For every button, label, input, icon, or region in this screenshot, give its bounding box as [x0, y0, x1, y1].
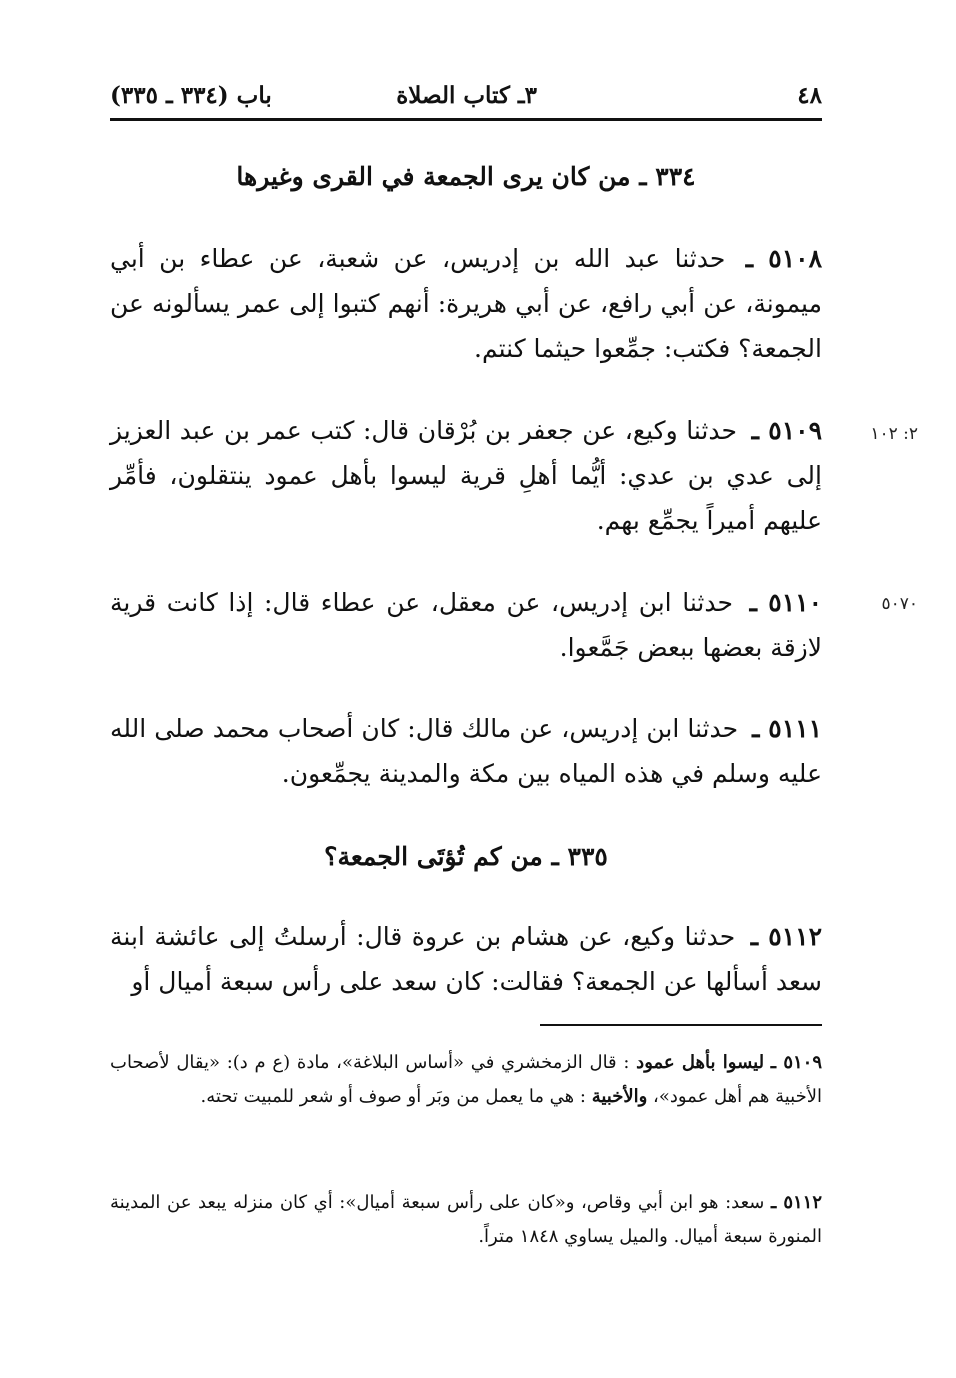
footnote-5109	[110, 1046, 822, 1114]
footnote-text: : هي ما يعمل من وبَر أو صوف أو شعر للمبيت تحته.	[200, 1086, 586, 1107]
hadith-number: ٥١٠٩ ـ	[751, 416, 823, 445]
side-reference: ٥٠٧٠	[881, 594, 918, 614]
hadith-number: ٥١١٢ ـ	[750, 922, 822, 951]
hadith-number: ٥١٠٨ ـ	[745, 244, 822, 273]
hadith-text: حدثنا وكيع، عن هشام بن عروة قال: أرسلتُ إلى عائشة ابنة سعد أسألها عن الجمعة؟ فقالت: كان سعد على رأس سبعة أميال أو	[110, 922, 822, 996]
hadith-number: ٥١١١ ـ	[752, 714, 822, 743]
footnote-number: ٥١٠٩ ـ	[770, 1052, 822, 1073]
chapter-range: باب (٣٣٤ ـ ٣٣٥)	[110, 82, 272, 109]
hadith-5108	[110, 236, 822, 371]
footnote-separator	[540, 1024, 822, 1026]
running-header	[110, 78, 822, 121]
footnote-term: ليسوا بأهل عمود	[636, 1052, 765, 1073]
side-reference: ٢: ١٠٢	[870, 424, 918, 444]
hadith-5112	[110, 914, 822, 1004]
hadith-5111	[110, 706, 822, 796]
footnote-term: والأخبية	[591, 1086, 648, 1107]
hadith-text: حدثنا ابن إدريس، عن مالك قال: كان أصحاب محمد صلى الله عليه وسلم في هذه المياه بين مكة والمدينة يجمِّعون.	[110, 714, 822, 788]
book-title: ٣ـ كتاب الصلاة	[396, 82, 537, 109]
hadith-5109	[110, 408, 822, 543]
footnote-text: : قال الزمخشري في «أساس البلاغة»، مادة (ع م د): «يقال لأصحاب الأخبية هم أهل عمود»،	[110, 1052, 822, 1107]
chapter-heading-335: ٣٣٥ ـ من كم تُؤتَى الجمعة؟	[324, 842, 608, 871]
hadith-number: ٥١١٠ ـ	[749, 588, 822, 617]
page-number: ٤٨	[797, 82, 822, 109]
hadith-text: حدثنا وكيع، عن جعفر بن بُرْقان قال: كتب عمر بن عبد العزيز إلى عدي بن عدي: أيُّما أهلِ قرية ليسوا بأهل عمود ينتقلون، فأمِّر عليهم أميراً يجمِّع بهم.	[110, 416, 822, 535]
hadith-text: حدثنا ابن إدريس، عن معقل، عن عطاء قال: إذا كانت قرية لازقة بعضها ببعض جَمَّعوا.	[110, 588, 822, 662]
footnote-text: سعد: هو ابن أبي وقاص، و«كان على رأس سبعة أميال»: أي كان منزله يبعد عن المدينة المنورة سبعة أميال. والميل يساوي ١٨٤٨ متراً.	[110, 1192, 822, 1247]
footnote-5112	[110, 1186, 822, 1254]
hadith-text: حدثنا عبد الله بن إدريس، عن شعبة، عن عطاء بن أبي ميمونة، عن أبي رافع، عن أبي هريرة: أنهم كتبوا إلى عمر يسألونه عن الجمعة؟ فكتب: جمِّعوا حيثما كنتم.	[110, 244, 822, 363]
footnote-number: ٥١١٢ ـ	[770, 1192, 822, 1213]
hadith-5110	[110, 580, 822, 670]
chapter-heading-334: ٣٣٤ ـ من كان يرى الجمعة في القرى وغيرها	[236, 162, 696, 191]
